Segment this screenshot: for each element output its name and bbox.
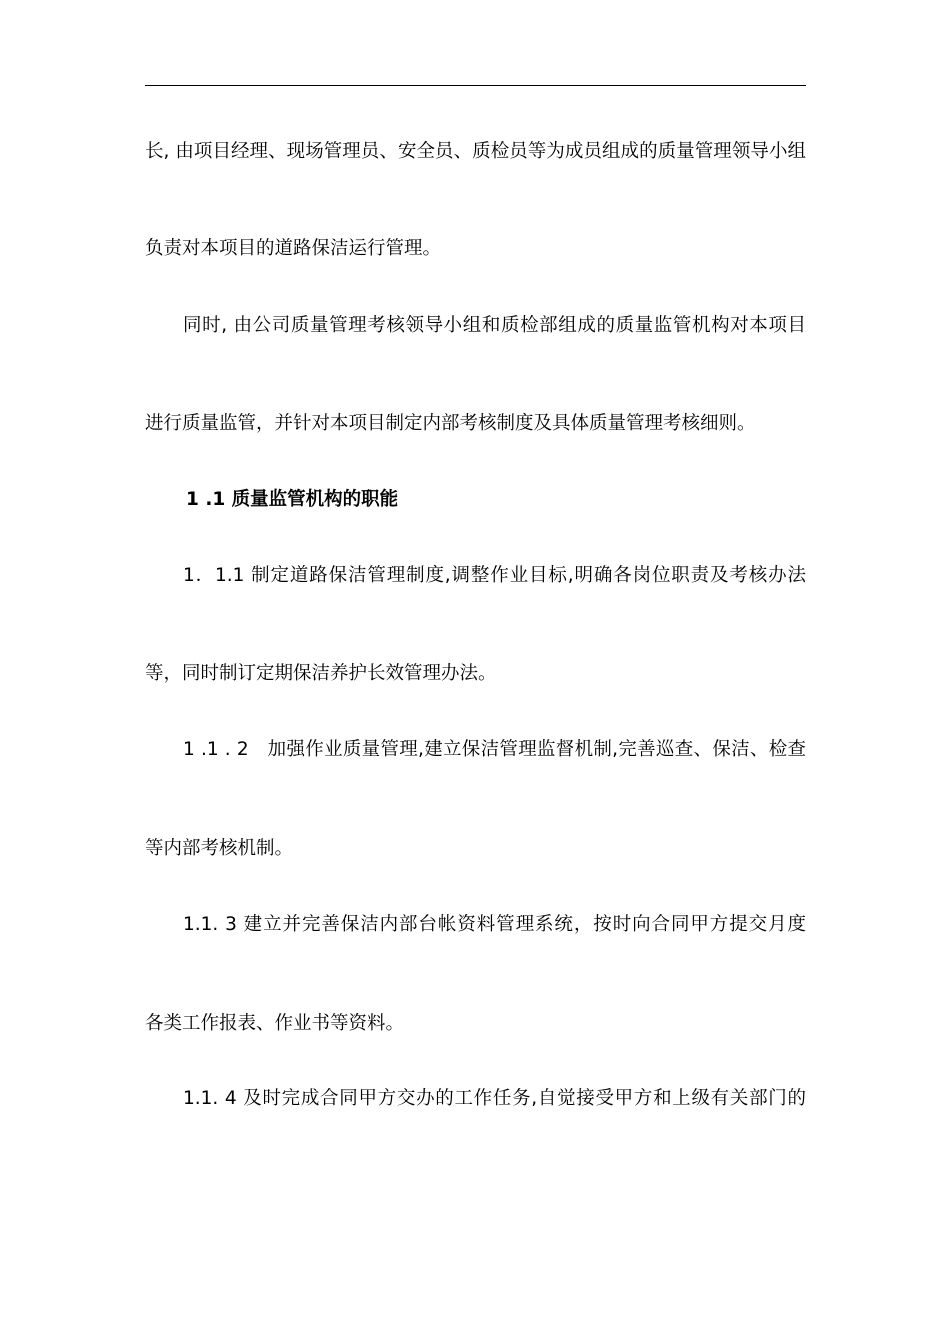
body-line: 等，同时制订定期保洁养护长效管理办法。 bbox=[145, 663, 497, 684]
body-line: 各类工作报表、作业书等资料。 bbox=[145, 1013, 405, 1034]
body-line: 1 .1 . 2 加强作业质量管理,建立保洁管理监督机制,完善巡查、保洁、检查 bbox=[183, 739, 806, 760]
body-line: 1．1.1 制定道路保洁管理制度,调整作业目标,明确各岗位职责及考核办法 bbox=[183, 565, 806, 586]
header-rule bbox=[145, 85, 806, 86]
body-line: 1.1. 3 建立并完善保洁内部台帐资料管理系统，按时向合同甲方提交月度 bbox=[183, 914, 806, 935]
body-line: 等内部考核机制。 bbox=[145, 838, 294, 859]
body-line: 同时, 由公司质量管理考核领导小组和质检部组成的质量监管机构对本项目 bbox=[183, 315, 806, 336]
body-line: 负责对本项目的道路保洁运行管理。 bbox=[145, 238, 442, 259]
section-heading: 1 .1 质量监管机构的职能 bbox=[186, 489, 399, 510]
body-line: 进行质量监管，并针对本项目制定内部考核制度及具体质量管理考核细则。 bbox=[145, 413, 756, 434]
body-line: 1.1. 4 及时完成合同甲方交办的工作任务,自觉接受甲方和上级有关部门的 bbox=[183, 1088, 806, 1109]
body-line: 长, 由项目经理、现场管理员、安全员、质检员等为成员组成的质量管理领导小组 bbox=[145, 141, 806, 162]
